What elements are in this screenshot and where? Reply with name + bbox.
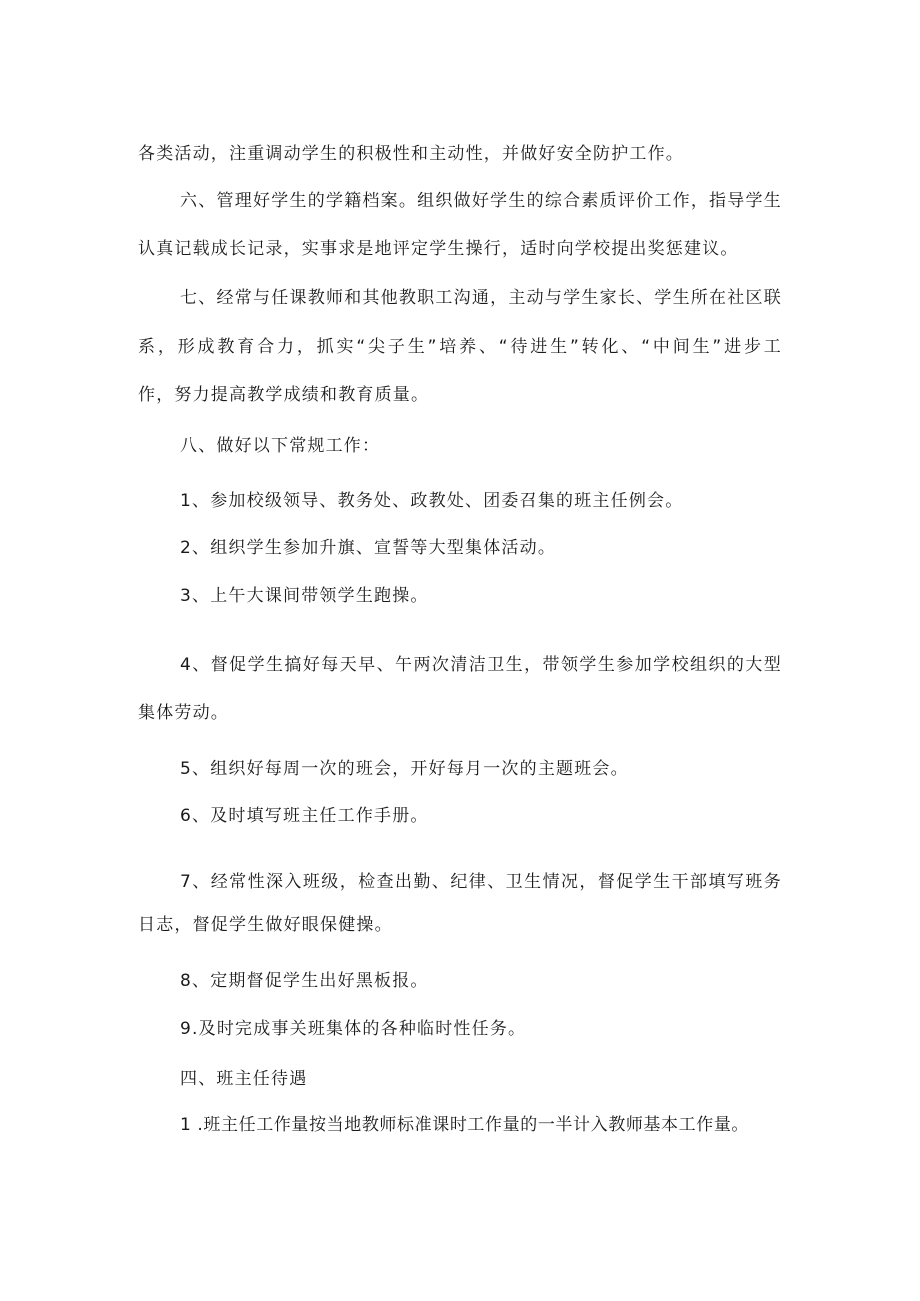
paragraph-line: 八、做好以下常规工作：: [180, 436, 381, 456]
list-item: 1 .班主任工作量按当地教师标准课时工作量的一半计入教师基本工作量。: [180, 1115, 750, 1135]
paragraph-line: 七、经常与任课教师和其他教职工沟通，主动与学生家长、学生所在社区联: [180, 288, 782, 308]
list-item: 1、参加校级领导、教务处、政教处、团委召集的班主任例会。: [180, 491, 684, 511]
list-item: 5、组织好每周一次的班会，开好每月一次的主题班会。: [180, 759, 629, 779]
list-item: 2、组织学生参加升旗、宣誓等大型集体活动。: [180, 538, 557, 558]
section-heading: 四、班主任待遇: [180, 1069, 308, 1089]
list-item: 7、经常性深入班级，检查出勤、纪律、卫生情况，督促学生干部填写班务: [180, 872, 782, 892]
paragraph-line: 六、管理好学生的学籍档案。组织做好学生的综合素质评价工作，指导学生: [180, 191, 782, 211]
list-item: 3、上午大课间带领学生跑操。: [180, 586, 429, 606]
paragraph-line: 认真记载成长记录，实事求是地评定学生操行，适时向学校提出奖惩建议。: [138, 239, 739, 259]
list-item: 8、定期督促学生出好黑板报。: [180, 971, 429, 991]
paragraph-line: 作，努力提高教学成绩和教育质量。: [138, 385, 430, 405]
list-item: 6、及时填写班主任工作手册。: [180, 806, 429, 826]
list-item: 9.及时完成事关班集体的各种临时性任务。: [180, 1019, 527, 1039]
list-item: 4、督促学生搞好每天早、午两次清洁卫生，带领学生参加学校组织的大型: [180, 655, 782, 675]
list-item: 日志，督促学生做好眼保健操。: [138, 915, 393, 935]
paragraph-line: 各类活动，注重调动学生的积极性和主动性，并做好安全防护工作。: [138, 144, 684, 164]
paragraph-line: 系，形成教育合力，抓实“尖子生”培养、“待进生”转化、“中间生”进步工: [138, 337, 782, 357]
list-item: 集体劳动。: [138, 703, 229, 723]
